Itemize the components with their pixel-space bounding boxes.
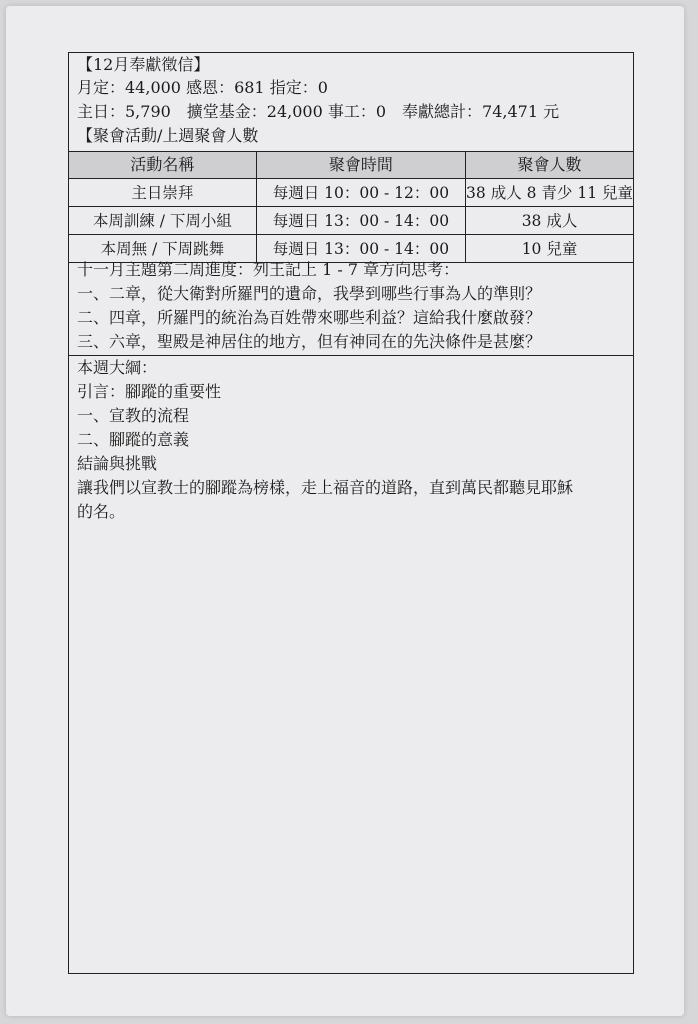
table-header-row [69, 152, 634, 179]
outline-item: 一、宣教的流程 [77, 406, 190, 425]
table-row [69, 207, 634, 235]
bulletin-page [6, 6, 684, 1016]
activity-cell: 主日崇拜 [69, 179, 257, 207]
count-cell: 38 成人 [466, 207, 634, 235]
outline-heading: 本週大綱： [77, 358, 158, 377]
time-cell: 每週日 10：00 - 12：00 [256, 179, 465, 207]
time-cell: 每週日 13：00 - 14：00 [256, 235, 465, 263]
section-divider [69, 355, 633, 356]
activity-cell: 本周無 / 下周跳舞 [69, 235, 257, 263]
bulletin-box [68, 52, 634, 974]
attendance-title: 【聚會活動/上週聚會人數 [77, 126, 259, 145]
attendance-table [68, 151, 634, 263]
header-activity: 活動名稱 [69, 152, 257, 179]
count-cell: 38 成人 8 青少 11 兒童 [466, 179, 634, 207]
activity-cell: 本周訓練 / 下周小組 [69, 207, 257, 235]
theme-question-2: 二、四章，所羅門的統治為百姓帶來哪些利益？這給我什麼啟發？ [77, 308, 542, 327]
count-cell: 10 兒童 [466, 235, 634, 263]
header-attendance: 聚會人數 [466, 152, 634, 179]
outline-closing-line-1: 讓我們以宣教士的腳蹤為榜樣，走上福音的道路，直到萬民都聽見耶穌 [77, 478, 574, 497]
outline-closing-line-2: 的名。 [77, 502, 126, 521]
header-time: 聚會時間 [256, 152, 465, 179]
time-cell: 每週日 13：00 - 14：00 [256, 207, 465, 235]
outline-item: 二、腳蹤的意義 [77, 430, 190, 449]
table-row [69, 179, 634, 207]
offering-line-1: 月定：44,000 感恩：681 指定：0 [77, 78, 328, 97]
theme-question-1: 一、二章，從大衛對所羅門的遺命，我學到哪些行事為人的準則？ [77, 284, 542, 303]
offering-line-2: 主日：5,790 擴堂基金：24,000 事工：0 奉獻總計：74,471 元 [77, 102, 560, 121]
outline-item: 結論與挑戰 [77, 454, 158, 473]
theme-heading: 十一月主題第二周進度：列王記上 1 - 7 章方向思考： [77, 260, 460, 279]
offering-title: 【12月奉獻徵信】 [77, 55, 210, 74]
theme-question-3: 三、六章，聖殿是神居住的地方，但有神同在的先決條件是甚麼？ [77, 332, 542, 351]
outline-item: 引言：腳蹤的重要性 [77, 382, 222, 401]
